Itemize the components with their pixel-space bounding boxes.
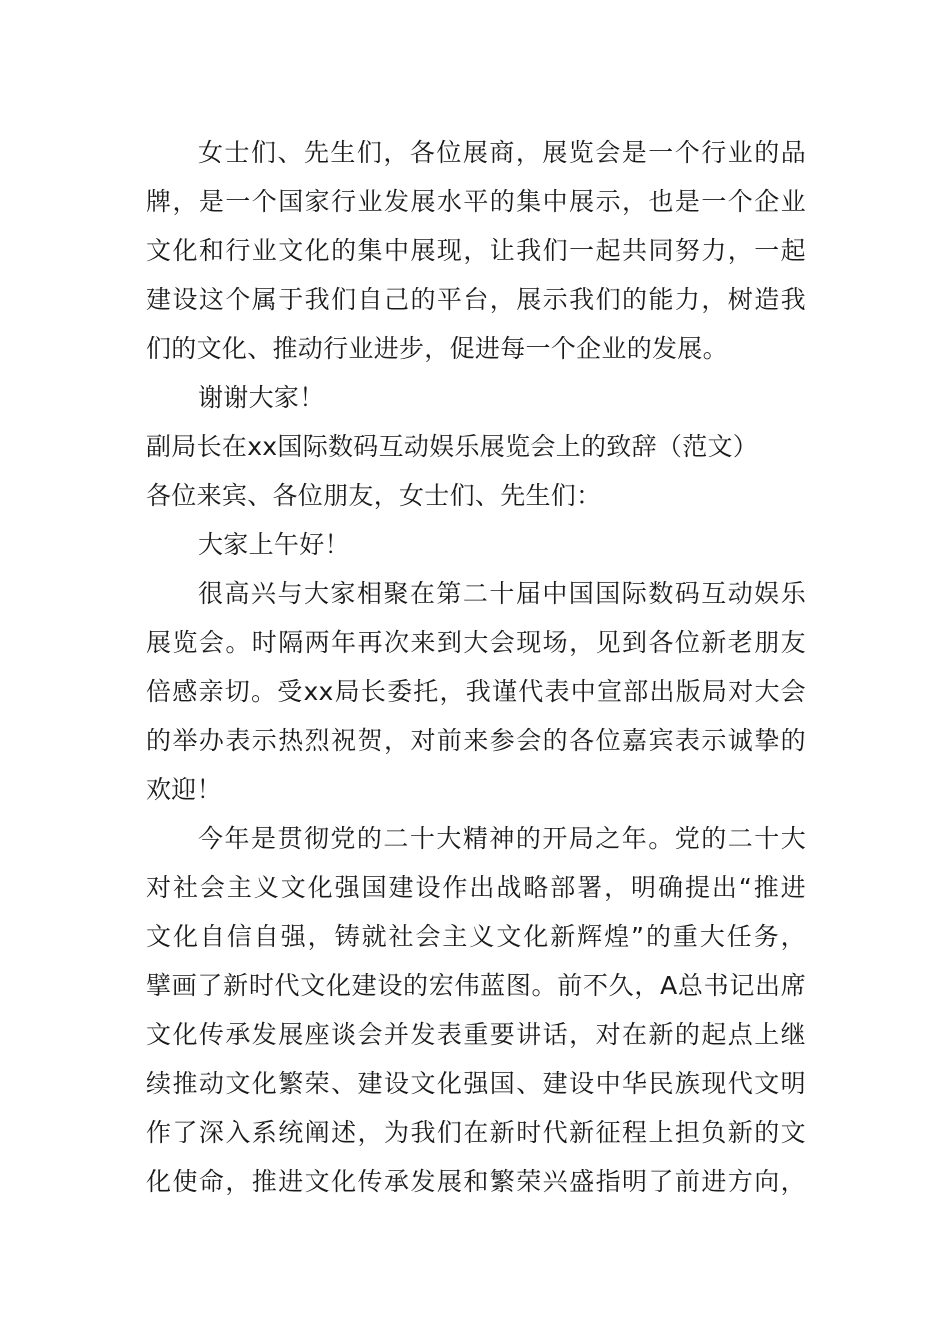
paragraph-line: 作了深入系统阐述，为我们在新时代新征程上担负新的文 xyxy=(146,1118,806,1147)
body-text xyxy=(146,128,806,1206)
paragraph-line: 文化自信自强，铸就社会主义文化新辉煌”的重大任务， xyxy=(146,922,806,951)
paragraph-line: 们的文化、推动行业进步，促进每一个企业的发展。 xyxy=(146,334,728,363)
speech-title: 副局长在xx国际数码互动娱乐展览会上的致辞（范文） xyxy=(146,432,759,461)
paragraph-line: 今年是贯彻党的二十大精神的开局之年。党的二十大 xyxy=(198,824,806,853)
greeting: 大家上午好！ xyxy=(198,530,350,559)
thanks-line: 谢谢大家！ xyxy=(198,383,325,412)
salutation: 各位来宾、各位朋友，女士们、先生们： xyxy=(146,481,602,510)
paragraph-line: 的举办表示热烈祝贺，对前来参会的各位嘉宾表示诚挚的 xyxy=(146,726,806,755)
paragraph-line: 倍感亲切。受xx局长委托，我谨代表中宣部出版局对大会 xyxy=(146,677,806,706)
paragraph-line: 续推动文化繁荣、建设文化强国、建设中华民族现代文明 xyxy=(146,1069,806,1098)
paragraph-line: 文化传承发展座谈会并发表重要讲话，对在新的起点上继 xyxy=(146,1020,806,1049)
paragraph-line: 女士们、先生们，各位展商，展览会是一个行业的品 xyxy=(198,138,806,167)
paragraph-line: 很高兴与大家相聚在第二十届中国国际数码互动娱乐 xyxy=(198,579,806,608)
paragraph-line: 展览会。时隔两年再次来到大会现场，见到各位新老朋友 xyxy=(146,628,806,657)
paragraph-line: 对社会主义文化强国建设作出战略部署，明确提出“推进 xyxy=(146,873,806,902)
paragraph-line: 擘画了新时代文化建设的宏伟蓝图。前不久，A总书记出席 xyxy=(146,971,806,1000)
paragraph-line: 建设这个属于我们自己的平台，展示我们的能力，树造我 xyxy=(146,285,806,314)
paragraph-line: 化使命，推进文化传承发展和繁荣兴盛指明了前进方向， xyxy=(146,1167,806,1196)
paragraph-line: 欢迎！ xyxy=(146,775,222,804)
paragraph-line: 牌，是一个国家行业发展水平的集中展示，也是一个企业 xyxy=(146,187,806,216)
paragraph-line: 文化和行业文化的集中展现，让我们一起共同努力，一起 xyxy=(146,236,806,265)
